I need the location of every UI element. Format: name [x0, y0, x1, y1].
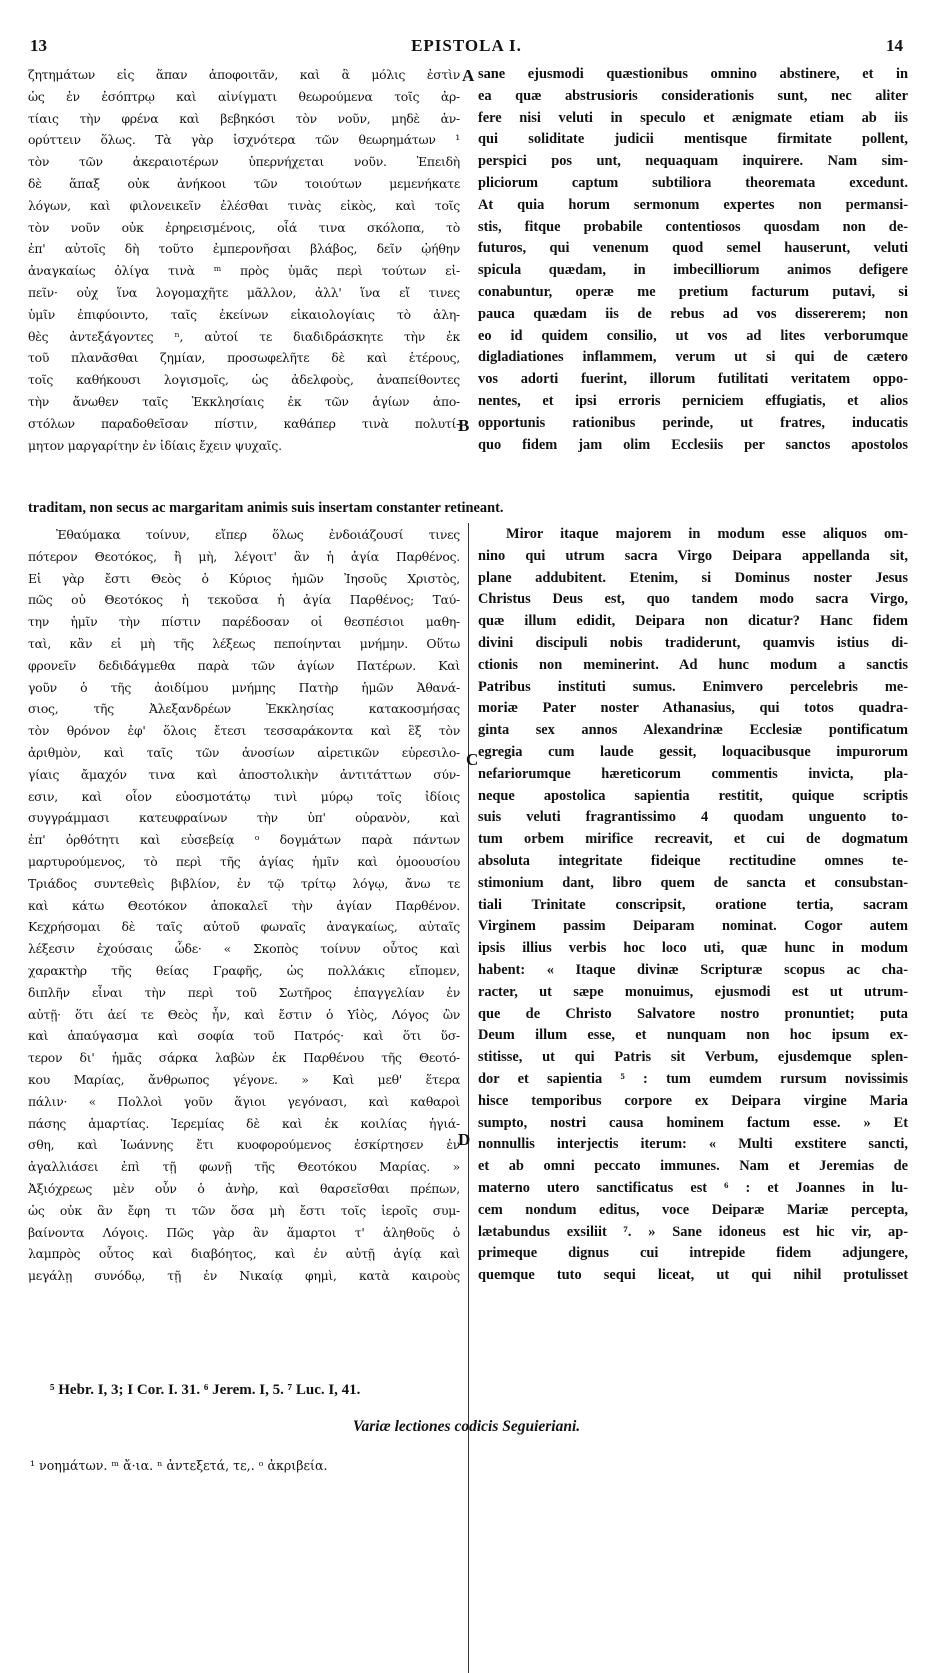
latin-text-line: quæ illum edidit, Deipara non dicatur? Hanc fidem: [478, 613, 908, 630]
greek-column-top: [28, 64, 460, 456]
latin-text-line: quemque tuto sequi liceat, ut qui nihil protulisset: [478, 1267, 908, 1284]
latin-text-line: pauca quædam iis de rebus ad vos dissererem; non: [478, 305, 908, 322]
margin-marker-a: A: [462, 66, 475, 85]
left-page-number: 13: [30, 36, 47, 55]
greek-text-line: Ἐθαύμακα τοίνυν, εἴπερ ὅλως ἐνδοιάζουσί τινες: [56, 527, 460, 542]
margin-marker-d: D: [458, 1130, 471, 1149]
greek-text-line: ὑμῖν ἐπιφύοιντο, ταῖς ἐκείνων εἰκαιολογίαις τὸ ἀλη-: [28, 306, 460, 322]
column-divider: [468, 523, 469, 1673]
greek-text-line: τερον δι' ἡμᾶς σάρκα λαβὼν ἐκ Παρθένου τῆς Θεοτό-: [28, 1050, 460, 1066]
latin-text-line: fere nisi veluti in speculo et ænigmate etiam ab iis: [478, 109, 908, 126]
latin-text-line: plane addubitent. Etenim, si Dominus noster Jesus: [478, 569, 908, 586]
latin-text-line: divini discipuli nobis tradiderunt, quamvis istius di-: [478, 634, 908, 651]
latin-text-line: Miror itaque majorem in modum esse aliquos om-: [506, 526, 908, 542]
greek-text-line: στόλων παραδοθεῖσαν πίστιν, καθάπερ τινὰ πολυτί-: [28, 415, 460, 431]
latin-text-line: habent: « Itaque divinæ Scripturæ scopus ac cha-: [478, 961, 908, 978]
right-page-number: 14: [886, 36, 903, 55]
greek-text-line: καὶ ἀπαύγασμα καὶ σοφία τοῦ Πατρός· καὶ ὅτι ὕσ-: [28, 1028, 460, 1044]
greek-text-line: ἐπ' αὐτοῖς δὴ τοῦτο ἐμπερονῆσαι βλάβος, δεῖν ᾠήθην: [28, 241, 460, 257]
latin-text-line: digladiationes inflammem, verum ut si qui de cætero: [478, 349, 908, 366]
latin-column-bottom: [478, 524, 908, 1287]
latin-text-line: egregia cum laude gessit, loquacibusque impurorum: [478, 743, 908, 760]
latin-text-line: futuros, qui venenum quod semel hauserunt, veluti: [478, 240, 908, 257]
greek-text-line: Κεχρήσομαι δὲ ταῖς αὐτοῦ φωναῖς ἀναγκαίως, αὐταῖς: [28, 919, 460, 935]
greek-text-line: πάλιν· « Πολλοὶ γοῦν ἅγιοι γεγόνασι, καὶ καθαροὶ: [28, 1093, 460, 1109]
greek-text-line: τὸν τῶν ἀκεραιοτέρων ὑπερνήχεται νοῦν. Ἐπειδὴ: [28, 154, 460, 170]
running-title: EPISTOLA I.: [411, 36, 522, 55]
latin-text-line: stimonium dant, libro quem de sancta et consubstan-: [478, 874, 908, 891]
margin-marker-c: C: [466, 750, 479, 769]
greek-text-line: τοῦ πλανᾶσθαι ζημίαν, προσωφελῆτε δὲ καὶ ἑτέρους,: [28, 350, 460, 366]
latin-text-line: opportunis rationibus perinde, ut fratres, inducatis: [478, 414, 908, 431]
greek-text-line: δὲ ἅπαξ οὐκ ἀνήκοοι τῶν τοιούτων μεμενήκατε: [28, 175, 460, 191]
greek-text-line: συγγράμμασι κατευφραίνων τὴν ὑπ' οὐρανὸν, καὶ: [28, 810, 460, 826]
margin-marker-b: B: [458, 416, 470, 435]
latin-text-line: primeque dignus cui intrepide fidem adjungere,: [478, 1245, 908, 1262]
page-header: [22, 36, 911, 58]
latin-text-line: ginta sex annos Alexandrinæ Ecclesiæ pontificatum: [478, 722, 908, 739]
latin-text-line: neque apostolica sapientia restitit, quique scriptis: [478, 787, 908, 804]
latin-text-line: vos adorti fuerint, illorum futilitati veritatem oppo-: [478, 371, 908, 388]
greek-text-line: λέξεσιν ἐχούσαις ὧδε· « Σκοπὸς τοίνυν οὗτος καὶ: [28, 941, 460, 957]
greek-text-line: σιος, τῆς Ἀλεξανδρέων Ἐκκλησίας κατακοσμήσας: [28, 701, 460, 717]
greek-text-line: λαμπρὸς οὗτος καὶ διαβόητος, καὶ ἐν αὐτῇ ἁγίᾳ καὶ: [28, 1246, 460, 1262]
latin-text-line: Deum illum esse, et nunquam non hoc ipsum ex-: [478, 1027, 908, 1044]
greek-text-line: χαρακτὴρ τῆς θείας Γραφῆς, ὡς πολλάκις εἴπομεν,: [28, 962, 460, 978]
greek-text-line: ἀγαλλιάσει ἐπὶ τῇ φωνῇ τῆς Θεοτόκου Μαρίας. »: [28, 1159, 460, 1175]
latin-column-top: [478, 64, 908, 456]
latin-text-line: At quia horum sermonum expertes non permansi-: [478, 196, 908, 213]
greek-text-line: τίαις τὴν φρένα καὶ βεβηκόσι τὸν νοῦν, μηδὲ ἀν-: [28, 110, 460, 126]
variant-readings: ¹ νοημάτων. ᵐ ἄ·ια. ⁿ ἀντεξετά, τε,. ᵒ ἀκριβεία.: [30, 1458, 328, 1473]
greek-text-line: μαρτυρούμενος, τὸ περὶ τῆς ἁγίας ἡμῖν καὶ ὁμοουσίου: [28, 853, 460, 869]
greek-text-line: πῶς οὐ Θεοτόκος ἡ τεκοῦσα ἡ ἁγία Παρθένος; Ταύ-: [28, 592, 460, 608]
greek-text-line: βαίνοντα Λόγοις. Πῶς γὰρ ἂν ἅμαρτοι τ' ἀληθοῦς ὁ: [28, 1224, 460, 1240]
greek-text-line: αὐτῇ· ὅτι ἀεί τε Θεὸς ἦν, καὶ ἔστιν ὁ Υἱὸς, Λόγος ὢν: [28, 1006, 460, 1022]
latin-text-line: ctionis non meminerint. Ad hunc modum a sanctis: [478, 656, 908, 673]
latin-text-line: ipsis illius verbis hoc loco uti, quæ hunc in modum: [478, 940, 908, 957]
latin-text-line: nentes, et ipsi erroris perniciem effugiatis, et alios: [478, 392, 908, 409]
latin-text-line: nefariorumque hæreticorum commentis invicta, pla-: [478, 765, 908, 782]
greek-text-line: πεῖν· οὐχ ἵνα λογομαχῆτε μᾶλλον, ἀλλ' ἵνα εἴ τινες: [28, 284, 460, 300]
greek-text-line: ορύττειν ὅλως. Τὰ γὰρ ἰσχνότερα τῶν θεωρημάτων ¹: [28, 132, 460, 148]
greek-text-line: ἀριθμὸν, καὶ ταῖς τῶν ἀνοσίων αἱρετικῶν εὑρεσιλο-: [28, 744, 460, 760]
greek-text-line: την ἡμῖν τὴν πίστιν παρέδοσαν οἱ θεσπέσιοι μαθη-: [28, 614, 460, 630]
greek-text-line: σθη, καὶ Ἰωάννης ἔτι κυοφορούμενος ἐσκίρτησεν ἐν: [28, 1137, 460, 1153]
latin-text-line: Virginem passim Deiparam nominat. Cogor autem: [478, 918, 908, 935]
greek-text-line: κου Μαρίας, ἄνθρωπος γέγονε. » Καὶ μεθ' ἕτερα: [28, 1071, 460, 1087]
latin-text-line: Christus Deus est, quo tandem modo sacra Virgo,: [478, 591, 908, 608]
latin-text-line: stitisse, ut qui Patris sit Verbum, ejusdemque splen-: [478, 1049, 908, 1066]
greek-text-line: ταὶ, κἂν εἰ μὴ τῆς λέξεως πεποίηνται μνήμην. Οὕτω: [28, 635, 460, 651]
greek-text-line: τὸν νοῦν οὐκ ἐρηρεισμένοις, οἷά τινα σκόλοπα, τὸ: [28, 219, 460, 235]
latin-text-line: suis veluti fragrantissimo 4 quodam unguento to-: [478, 809, 908, 826]
latin-text-line: eo id quidem consilio, ut vos ad lites verborumque: [478, 327, 908, 344]
latin-text-line: racter, ut sæpe monuimus, ejusmodi est ut utrum-: [478, 983, 908, 1000]
latin-text-line: absoluta integritate fideique rectitudine omnes te-: [478, 852, 908, 869]
greek-text-line: ζητημάτων εἰς ἅπαν ἀποφοιτᾶν, καὶ ἃ μόλις ἐστὶν: [28, 67, 460, 82]
greek-text-line: ὡς ἐν ἐσόπτρῳ καὶ αἰνίγματι θεωρούμενα τοῖς ἀρ-: [28, 88, 460, 104]
greek-text-line: Ἀξιόχρεως μὲν οὖν ὁ ἀνὴρ, καὶ θαρσεῖσθαι πρέπων,: [28, 1180, 460, 1196]
latin-text-line: cem nondum editus, voce Deiparæ Mariæ percepta,: [478, 1201, 908, 1218]
greek-text-line: ἐπ' ὀρθότητι καὶ εὐσεβείᾳ ᵒ δογμάτων παρὰ πάντων: [28, 832, 460, 848]
footnotes: ⁵ Hebr. I, 3; I Cor. I. 31. ⁶ Jerem. I, 5. ⁷ Luc. I, 41.: [50, 1382, 361, 1398]
latin-text-line: pliciorum captum subtiliora theoremata excedunt.: [478, 174, 908, 191]
latin-text-line: Patribus instituti sumus. Enimvero percelebris me-: [478, 678, 908, 695]
latin-text-line: perspici pos unt, nequaquam inquirere. Nam sim-: [478, 153, 908, 170]
latin-text-line: que de Christo Salvatore nostro pronuntiet; puta: [478, 1005, 908, 1022]
latin-text-line: nino qui utrum sacra Virgo Deipara appellanda sit,: [478, 547, 908, 564]
greek-text-line: λόγων, καὶ φιλονεικεῖν ἐλέσθαι τινὰς εἰκὸς, καὶ τοῖς: [28, 197, 460, 213]
latin-text-line: lætabundus exsiliit ⁷. » Sane idoneus est hic vir, ap-: [478, 1223, 908, 1240]
full-width-line: traditam, non secus ac margaritam animis suis insertam constanter retineant.: [28, 500, 504, 516]
variants-heading: Variæ lectiones codicis Seguieriani.: [352, 1418, 581, 1435]
latin-text-line: tiali Trinitate conscripsit, oratione tertia, sacram: [478, 896, 908, 913]
latin-text-line: qui soliditate judicii mentisque firmitate pollent,: [478, 131, 908, 148]
greek-text-line: γοῦν ὁ τῆς ἀοιδίμου μνήμης Πατὴρ ἡμῶν Ἀθανά-: [28, 679, 460, 695]
latin-text-line: spicula quædam, in imbecilliorum animos defigere: [478, 262, 908, 279]
greek-text-line: πότερον Θεοτόκος, ἢ μὴ, λέγοιτ' ἂν ἡ ἁγία Παρθένος.: [28, 548, 460, 564]
latin-text-line: sumpto, nostri causa hominem factum esse. » Et: [478, 1114, 908, 1131]
greek-text-line: φρονεῖν δεδιδάγμεθα παρὰ τῶν ἁγίων Πατέρων. Καὶ: [28, 657, 460, 673]
greek-text-line: ὡς οὐκ ἂν ἔφη τι τῶν ὅσα μὴ ἔστι τοῖς ἱεροῖς συμ-: [28, 1202, 460, 1218]
latin-text-line: sane ejusmodi quæstionibus omnino abstinere, et in: [478, 66, 908, 82]
latin-text-line: hisce temporibus corpore ex Deipara virgine Maria: [478, 1092, 908, 1109]
latin-text-line: moriæ Pater noster Athanasius, qui totos quadra-: [478, 700, 908, 717]
latin-text-line: tum orbem mirifice recreavit, et cui de dogmatum: [478, 831, 908, 848]
greek-text-line: τὴν ἄνωθεν ταῖς Ἐκκλησίαις ἐκ τῶν ἁγίων ἀπο-: [28, 393, 460, 409]
latin-text-line: et ab omni peccato immunes. Nam et Jeremias de: [478, 1158, 908, 1175]
greek-text-line: εσιν, καὶ οἷον εὐοσμοτάτῳ τινὶ μύρῳ τοῖς ἰδίοις: [28, 788, 460, 804]
greek-text-line: διπλῆν εἶναι τὴν περὶ τοῦ Σωτῆρος ἐπαγγελίαν ἐν: [28, 984, 460, 1000]
greek-text-line: τοῖς καθήκουσι λογισμοῖς, ὡς ἀδελφοὺς, ἀναπείθοντες: [28, 372, 460, 388]
greek-text-line: καὶ κάτω Θεοτόκον ἀποκαλεῖ τὴν ἁγίαν Παρθένον.: [28, 897, 460, 913]
greek-text-line: θὲς ἀντεξάγοντες ⁿ, αὐτοί τε διαδιδράσκητε τὴν ἐκ: [28, 328, 460, 344]
greek-text-line: Τριάδος συντεθεὶς βιβλίον, ἐν τῷ τρίτῳ λόγῳ, ἄνω τε: [28, 875, 460, 891]
latin-text-line: stis, fitque probabile contentiosos quosdam non de-: [478, 218, 908, 235]
greek-text-line: τὸν θρόνον ἐφ' ὅλοις ἔτεσι τεσσαράκοντα καὶ ἓξ τὸν: [28, 723, 460, 739]
greek-column-bottom: [28, 524, 460, 1287]
greek-text-line: μητον μαργαρίτην ἐν ἰδίαις ἔχειν ψυχαῖς.: [28, 437, 282, 453]
latin-text-line: dor et sapientia ⁵ : tum eumdem rursum novissimis: [478, 1070, 908, 1087]
greek-text-line: ἀναγκαίως ὀλίγα τινὰ ᵐ πρὸς ὑμᾶς περὶ τούτων εἰ-: [28, 263, 460, 279]
greek-text-line: Εἰ γὰρ ἔστι Θεὸς ὁ Κύριος ἡμῶν Ἰησοῦς Χριστὸς,: [28, 570, 460, 586]
greek-text-line: γίαις ἄμαχόν τινα καὶ ἀποστολικὴν ἀντιτάττων σύν-: [28, 766, 460, 782]
latin-text-line: nonnullis interjectis iterum: « Multi exstitere sancti,: [478, 1136, 908, 1153]
latin-text-line: conabuntur, operæ me pretium facturum putavi, si: [478, 283, 908, 300]
latin-text-line: materno utero sanctificatus est ⁶ : et Joannes in lu-: [478, 1179, 908, 1196]
greek-text-line: μεγάλῃ συνόδῳ, τῇ ἐν Νικαίᾳ φημὶ, κατὰ καιροὺς: [28, 1268, 460, 1284]
greek-text-line: πάσης ἁμαρτίας. Ἱερεμίας δὲ καὶ ἐκ κοιλίας ἡγιά-: [28, 1115, 460, 1131]
latin-text-line: ea quæ abstrusioris considerationis sunt, nec aliter: [478, 87, 908, 104]
latin-text-line: quo fidem jam olim Ecclesiis per sanctos apostolos: [478, 436, 908, 453]
